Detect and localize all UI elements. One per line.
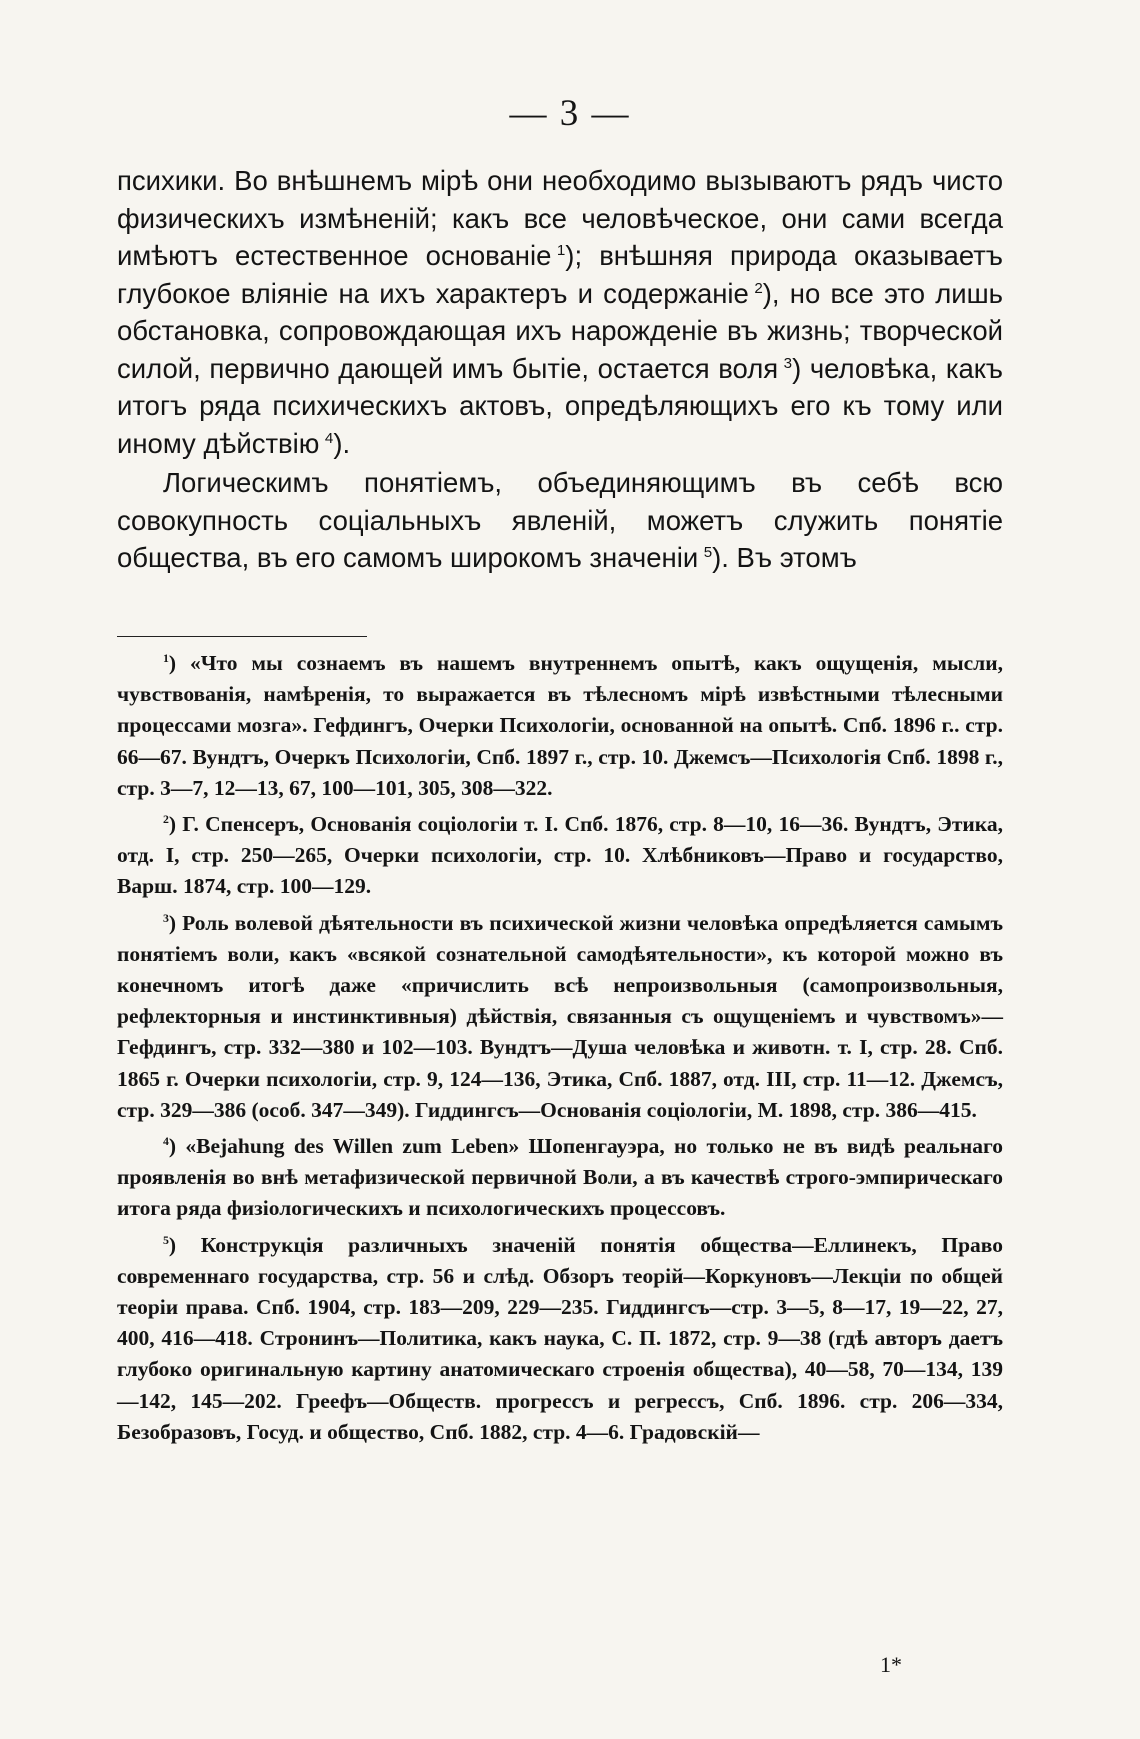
paragraph-1: психики. Во внѣшнемъ мірѣ они необходимо вызываютъ рядъ чисто физическихъ измѣненій; какъ все человѣческое, они сами всегда имѣютъ естественное основаніе $^1$); внѣшняя природа оказываетъ глубокое вліяніе на ихъ характеръ и содержаніе $^2$), но все это лишь обстановка, сопровождающая ихъ нарожденіе въ жизнь; творческой силой, первично дающей имъ бытіе, остается воля $^3$) человѣка, какъ итогъ ряда психическихъ актовъ, опредѣляющихъ его къ тому или иному дѣйствію $^4$).: [117, 165, 1003, 459]
footnote-mark: 5: [163, 1232, 169, 1247]
footnote-1: $^1$) «Что мы сознаемъ въ нашемъ внутреннемъ опытѣ, какъ ощущенія, мысли, чувствованія, намѣренія, то выражается въ тѣлесномъ мірѣ извѣстными тѣлесными процессами мозга». Гефдингъ, Очерки Психологіи, основанной на опытѣ. Спб. 1896 г.. стр. 66—67. Вундтъ, Очеркъ Психологіи, Спб. 1897 г., стр. 10. Джемсъ—Психологія Спб. 1898 г., стр. 3—7, 12—13, 67, 100—101, 305, 308—322.: [117, 650, 1003, 800]
footnote-divider: [117, 636, 367, 637]
footnote-3: $^3$) Роль волевой дѣятельности въ психической жизни человѣка опредѣляется самымъ понятіемъ воли, какъ «всякой сознательной самодѣятельности», къ которой можно въ конечномъ итогѣ даже «причислить всѣ непроизвольныя (самопроизвольныя, рефлекторныя и инстинктивныя) дѣйствія, связанныя съ ощущеніемъ и чувствомъ»—Гефдингъ, стр. 332—380 и 102—103. Вундтъ—Душа человѣка и животн. т. I, стр. 28. Спб. 1865 г. Очерки психологіи, стр. 9, 124—136, Этика, Спб. 1887, отд. III, стр. 11—12. Джемсъ, стр. 329—386 (особ. 347—349). Гиддингсъ—Основанія соціологіи, М. 1898, стр. 386—415.: [117, 910, 1003, 1122]
footnote-4: $^4$) «Bejahung des Willen zum Leben» Шопенгауэра, но только не въ видѣ реальнаго проявленія во внѣ метафизической первичной Воли, а въ качествѣ строго-эмпирическаго итога ряда физіологическихъ и психологическихъ процессовъ.: [117, 1133, 1003, 1221]
page-number: — 3 —: [509, 93, 631, 134]
footnote-ref-4[interactable]: 4: [324, 429, 334, 447]
body-text: [117, 162, 1003, 577]
footnote-ref-2[interactable]: 2: [754, 279, 763, 297]
paragraph-2: Логическимъ понятіемъ, объединяющимъ въ себѣ всю совокупность соціальныхъ явленій, можетъ служить понятіе общества, въ его самомъ широкомъ значеніи $^5$). Въ этомъ: [117, 467, 1003, 573]
footnote-2: $^2$) Г. Спенсеръ, Основанія соціологіи т. I. Спб. 1876, стр. 8—10, 16—36. Вундтъ, Этика, отд. I, стр. 250—265, Очерки психологіи, стр. 10. Хлѣбниковъ—Право и государство, Варш. 1874, стр. 100—129.: [117, 811, 1003, 899]
footnote-mark: 4: [163, 1133, 169, 1148]
footnote-mark: 3: [163, 910, 169, 925]
signature-mark: 1*: [880, 1652, 902, 1677]
footnote-ref-5[interactable]: 5: [703, 543, 713, 561]
footnote-5: $^5$) Конструкція различныхъ значеній понятія общества—Еллинекъ, Право современнаго государства, стр. 56 и слѣд. Обзоръ теорій—Коркуновъ—Лекціи по общей теоріи права. Спб. 1904, стр. 183—209, 229—235. Гиддингсъ—стр. 3—5, 8—17, 19—22, 27, 400, 416—418. Стронинъ—Политика, какъ наука, С. П. 1872, стр. 9—38 (гдѣ авторъ даетъ глубоко оригинальную картину анатомическаго строенія общества), 40—58, 70—134, 139—142, 145—202. Греефъ—Обществ. прогрессъ и регрессъ, Спб. 1896. стр. 206—334, Безобразовъ, Госуд. и общество, Спб. 1882, стр. 4—6. Градовскій—: [117, 1232, 1003, 1444]
footnote-ref-3[interactable]: 3: [783, 354, 793, 372]
footnote-mark: 2: [163, 811, 169, 826]
footnotes: [117, 648, 1003, 1453]
footnote-ref-1[interactable]: 1: [556, 241, 566, 259]
footnote-mark: 1: [163, 650, 169, 665]
